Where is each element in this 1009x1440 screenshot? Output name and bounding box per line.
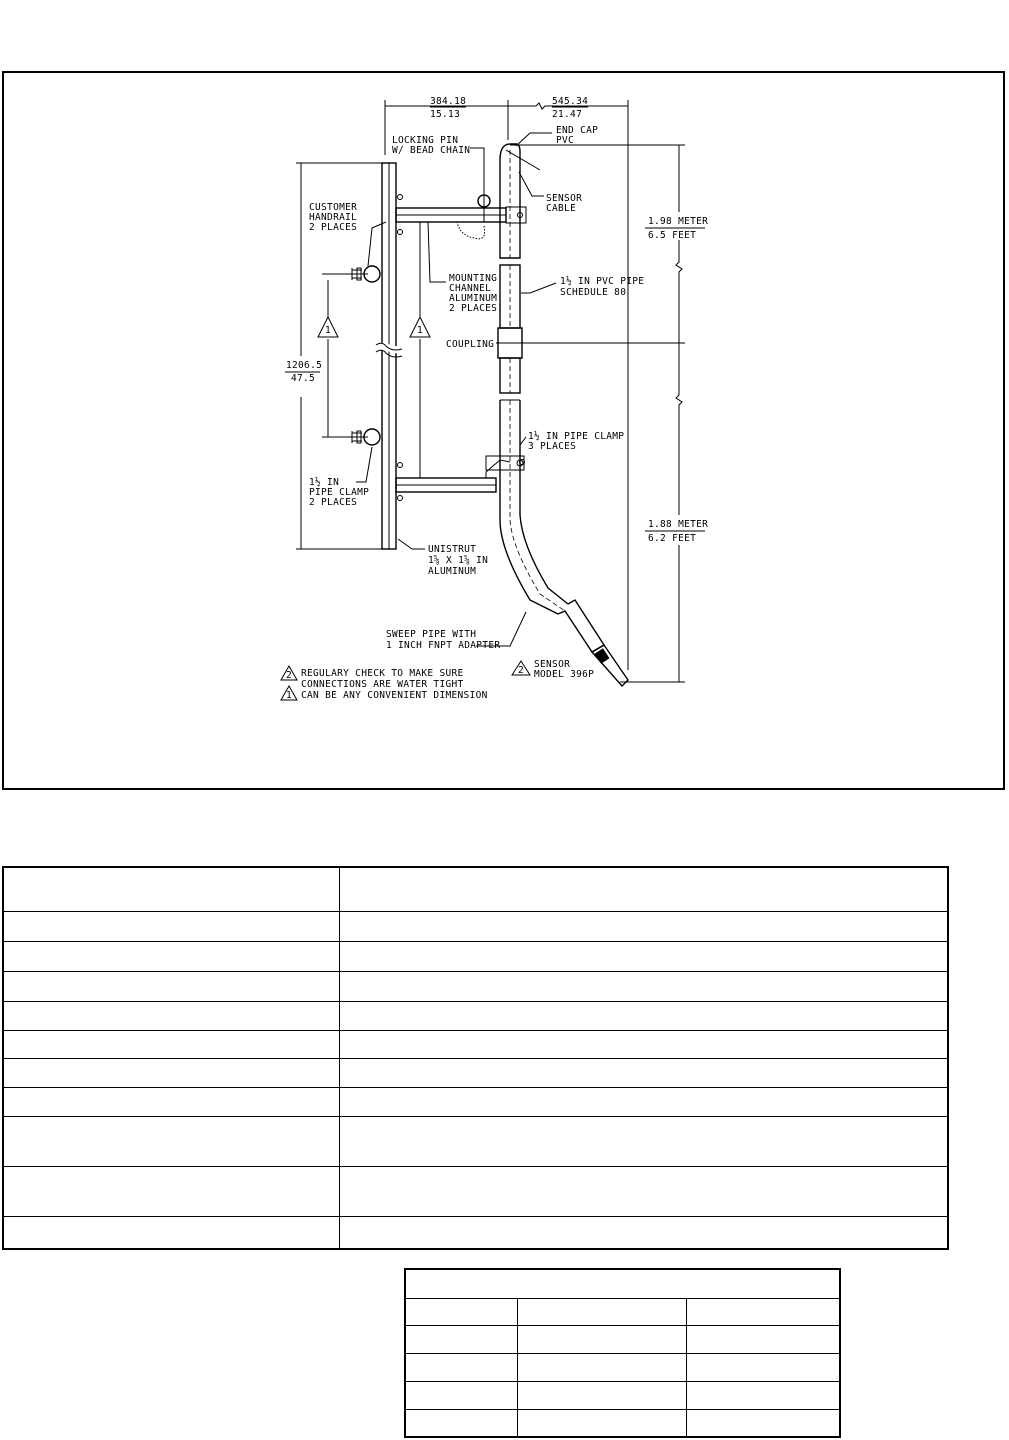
table-row <box>3 911 948 941</box>
label-channel-1: MOUNTING <box>449 273 498 284</box>
table-cell <box>340 941 949 971</box>
table-cell <box>405 1298 518 1325</box>
flag-center: 1 <box>417 325 424 336</box>
label-channel-4: 2 PLACES <box>449 303 498 314</box>
note-2-num: 2 <box>286 670 293 681</box>
label-sensor-cable-2: CABLE <box>546 203 577 214</box>
label-locking-pin-2: W/ BEAD CHAIN <box>392 145 471 156</box>
label-pvc-2: SCHEDULE 80 <box>560 287 627 298</box>
note-2-line1: REGULARY CHECK TO MAKE SURE <box>301 668 464 679</box>
label-coupling: COUPLING <box>446 339 495 350</box>
dim-upper-feet: 6.5 FEET <box>648 230 697 241</box>
table-row <box>3 1030 948 1058</box>
label-sweep-1: SWEEP PIPE WITH <box>386 629 477 640</box>
table-row <box>405 1325 840 1353</box>
table-row <box>405 1269 840 1298</box>
label-sensor-1: SENSOR <box>534 659 571 670</box>
table-cell <box>3 1116 340 1166</box>
table-cell <box>340 1058 949 1087</box>
table-row <box>405 1353 840 1381</box>
flag-left: 1 <box>325 325 332 336</box>
clamp-spacing-dimension <box>318 274 368 437</box>
specification-table <box>2 866 949 1250</box>
dim-height-mm: 1206.5 <box>286 360 323 371</box>
label-pipe-clamp2-3: 2 PLACES <box>309 497 358 508</box>
table-cell <box>3 867 340 911</box>
channel-spacing-dimension <box>410 222 430 478</box>
label-pipe-clamp2-1: 1½ IN <box>309 477 340 488</box>
label-handrail-1: CUSTOMER <box>309 202 358 213</box>
dim-top-left-in: 15.13 <box>430 109 461 120</box>
sensor-flag-num: 2 <box>518 665 525 676</box>
table-cell <box>405 1409 518 1437</box>
table-row <box>3 1087 948 1116</box>
dim-height-in: 47.5 <box>291 373 316 384</box>
table-cell <box>340 1087 949 1116</box>
label-channel-2: CHANNEL <box>449 283 492 294</box>
table-cell <box>518 1298 687 1325</box>
table-cell <box>340 971 949 1001</box>
table-cell <box>340 867 949 911</box>
table-cell <box>405 1381 518 1409</box>
table-row <box>405 1381 840 1409</box>
upper-mounting-channel <box>396 195 526 239</box>
table-cell <box>518 1325 687 1353</box>
table-cell <box>687 1325 841 1353</box>
table-row <box>3 1058 948 1087</box>
table-row <box>3 971 948 1001</box>
note-1-num: 1 <box>286 690 293 701</box>
table-row <box>3 941 948 971</box>
table-cell <box>687 1409 841 1437</box>
table-cell <box>3 941 340 971</box>
table-cell <box>340 1216 949 1249</box>
table-cell <box>687 1353 841 1381</box>
dim-upper-meter: 1.98 METER <box>648 216 709 227</box>
label-sweep-2: 1 INCH FNPT ADAPTER <box>386 640 501 651</box>
table-row <box>3 1166 948 1216</box>
label-end-cap-2: PVC <box>556 135 575 146</box>
label-pipe-clamp2-2: PIPE CLAMP <box>309 487 370 498</box>
label-unistrut-1: UNISTRUT <box>428 544 477 555</box>
label-handrail-3: 2 PLACES <box>309 222 358 233</box>
table-cell <box>340 1166 949 1216</box>
table-cell <box>3 1216 340 1249</box>
table-cell <box>518 1381 687 1409</box>
table-cell <box>3 1166 340 1216</box>
table-row <box>405 1409 840 1437</box>
table-header-cell <box>405 1269 840 1298</box>
dim-lower-feet: 6.2 FEET <box>648 533 697 544</box>
table-cell <box>3 1001 340 1030</box>
table-row <box>3 867 948 911</box>
label-end-cap-1: END CAP <box>556 125 599 136</box>
label-unistrut-2: 1⅝ X 1⅝ IN <box>428 555 489 566</box>
label-sensor-cable-1: SENSOR <box>546 193 583 204</box>
table-cell <box>340 1030 949 1058</box>
table-cell <box>3 1087 340 1116</box>
table-cell <box>518 1353 687 1381</box>
label-pipe-clamp3-1: 1½ IN PIPE CLAMP <box>528 431 625 442</box>
table-cell <box>3 971 340 1001</box>
pvc-pipe <box>498 144 628 686</box>
dim-top-left-mm: 384.18 <box>430 96 467 107</box>
table-row <box>405 1298 840 1325</box>
dim-top-right-mm: 545.34 <box>552 96 589 107</box>
table-cell <box>340 1001 949 1030</box>
table-cell <box>687 1298 841 1325</box>
table-cell <box>405 1325 518 1353</box>
note-2-line2: CONNECTIONS ARE WATER TIGHT <box>301 679 464 690</box>
table-cell <box>340 1116 949 1166</box>
table-cell <box>3 911 340 941</box>
table-cell <box>518 1409 687 1437</box>
table-cell <box>340 911 949 941</box>
label-channel-3: ALUMINUM <box>449 293 498 304</box>
table-cell <box>405 1353 518 1381</box>
reference-table <box>404 1268 841 1438</box>
unistrut-bar <box>376 163 403 549</box>
lower-mounting-channel <box>396 456 525 492</box>
table-cell <box>3 1030 340 1058</box>
dim-lower-meter: 1.88 METER <box>648 519 709 530</box>
label-pipe-clamp3-2: 3 PLACES <box>528 441 577 452</box>
table-cell <box>3 1058 340 1087</box>
note-1-line1: CAN BE ANY CONVENIENT DIMENSION <box>301 690 488 701</box>
label-handrail-2: HANDRAIL <box>309 212 358 223</box>
label-sensor-2: MODEL 396P <box>534 669 595 680</box>
label-pvc-1: 1½ IN PVC PIPE <box>560 276 645 287</box>
table-row <box>3 1216 948 1249</box>
top-dimensions <box>385 100 628 670</box>
dim-top-right-in: 21.47 <box>552 109 583 120</box>
label-unistrut-3: ALUMINUM <box>428 566 477 577</box>
table-row <box>3 1001 948 1030</box>
table-row <box>3 1116 948 1166</box>
table-cell <box>687 1381 841 1409</box>
label-locking-pin-1: LOCKING PIN <box>392 135 459 146</box>
